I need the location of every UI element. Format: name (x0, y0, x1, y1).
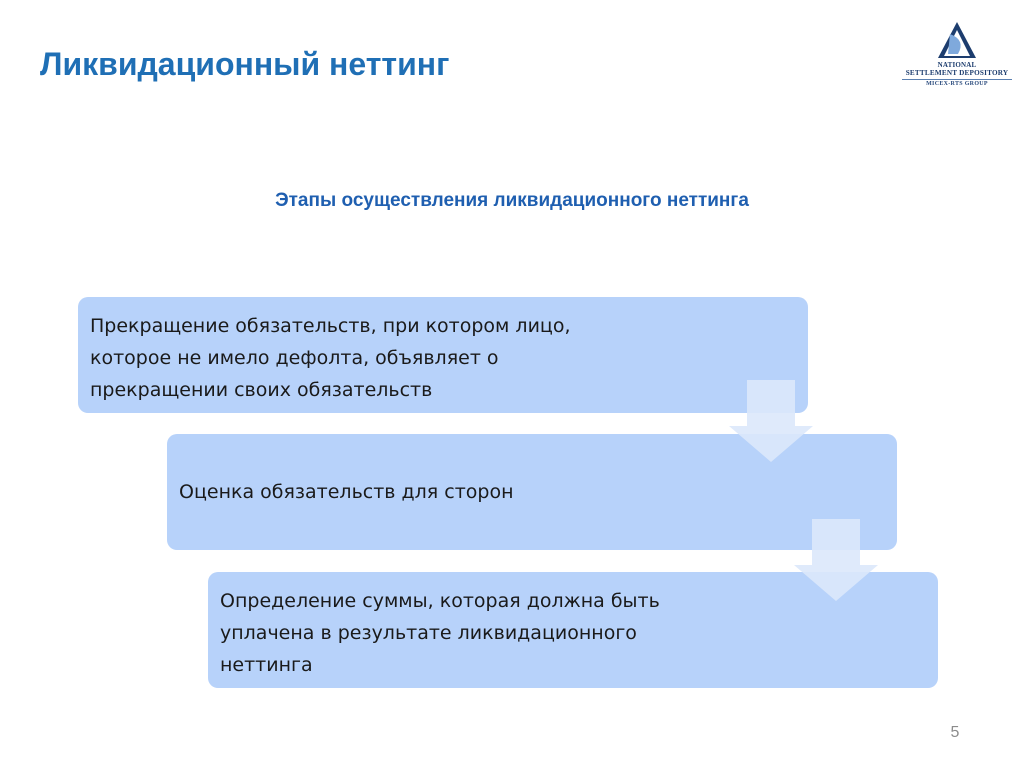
slide-subtitle: Этапы осуществления ликвидационного неттинга (275, 190, 749, 211)
step-3-line-3: неттинга (220, 654, 313, 676)
page-number: 5 (950, 724, 960, 741)
company-logo (898, 20, 1016, 92)
logo-text-national: NATIONAL (937, 61, 977, 69)
down-arrow-icon (794, 519, 878, 601)
logo-text-depository: SETTLEMENT DEPOSITORY (905, 69, 1009, 77)
step-1-line-2: которое не имело дефолта, объявляет о (90, 347, 499, 369)
down-arrow-icon (729, 380, 813, 462)
slide-title: Ликвидационный неттинг (40, 46, 450, 82)
step-3-line-2: уплачена в результате ликвидационного (220, 622, 637, 644)
nsd-logo-icon (936, 20, 978, 62)
step-box-1 (78, 297, 808, 413)
step-2-line-1: Оценка обязательств для сторон (179, 481, 514, 503)
step-1-line-1: Прекращение обязательств, при котором лицо, (90, 315, 571, 337)
logo-text-group: MICEX-RTS GROUP (926, 81, 988, 87)
logo-divider (902, 79, 1012, 80)
step-3-line-1: Определение суммы, которая должна быть (220, 590, 660, 612)
step-1-line-3: прекращении своих обязательств (90, 379, 433, 401)
